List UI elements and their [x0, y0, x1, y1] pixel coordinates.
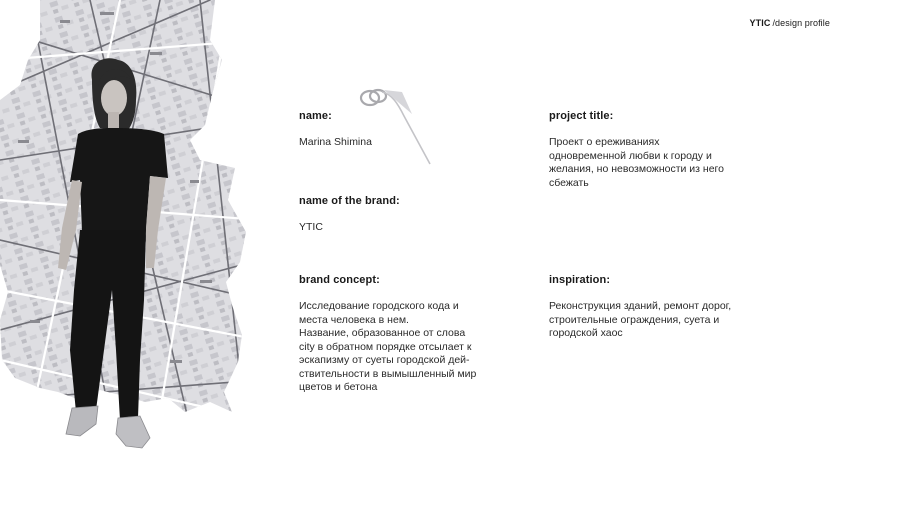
inspiration-value: Реконструкция зданий, ремонт дорог, строительные ограждения, суета и городской хаос — [549, 300, 732, 339]
project-title-label: project title: — [549, 110, 614, 122]
brand-name-label: name of the brand: — [299, 195, 400, 207]
brand-concept-value: Исследование городского кода и места человека в нем. Название, образованное от слова city в обратном порядке отсылает к эскапизму от суеты городской дей- ствительности в вымышленный мир цветов и бетона — [299, 300, 477, 393]
inspiration-label: inspiration: — [549, 274, 611, 286]
model-map-collage — [0, 0, 260, 470]
header-brand: YTIC — [749, 18, 771, 28]
field-inspiration — [549, 274, 789, 341]
brand-name-value: YTIC — [299, 221, 323, 233]
field-name — [299, 110, 529, 150]
name-label: name: — [299, 110, 332, 122]
page-header — [750, 18, 830, 28]
field-brand-concept — [299, 274, 509, 395]
field-brand-name — [299, 195, 529, 235]
brand-concept-label: brand concept: — [299, 274, 380, 286]
header-subtitle: /design profile — [772, 18, 830, 28]
name-value: Marina Shimina — [299, 136, 372, 148]
project-title-value: Проект о ереживаниях одновременной любви к городу и желания, но невозможности из него сбежать — [549, 136, 724, 189]
field-project-title — [549, 110, 789, 190]
